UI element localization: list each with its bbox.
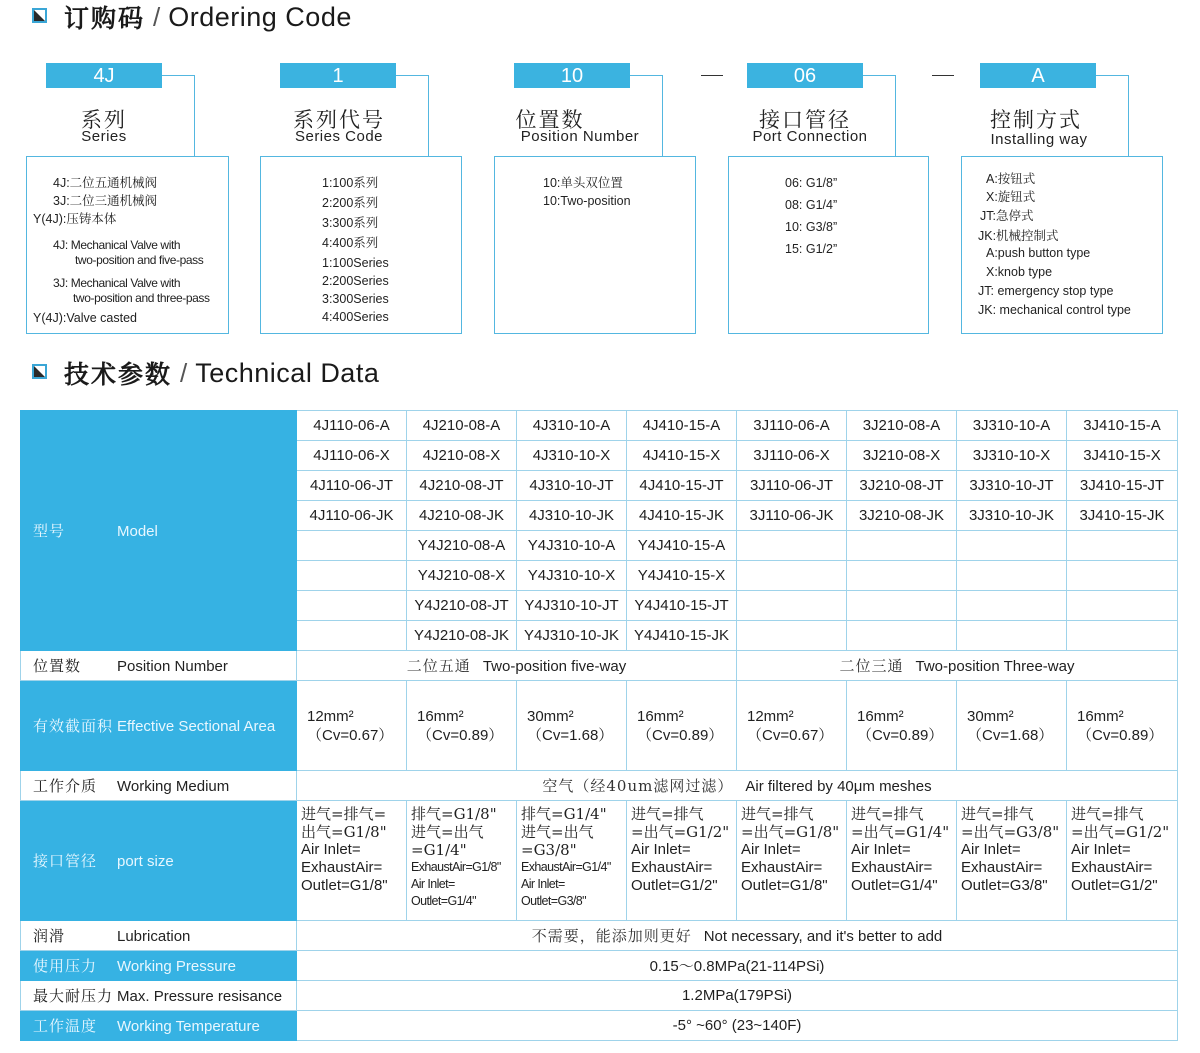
model-cell xyxy=(1067,591,1178,621)
model-cell: 3J410-15-A xyxy=(1067,411,1178,441)
model-cell xyxy=(737,531,847,561)
list-item: A:push button type xyxy=(986,246,1091,260)
model-cell: 3J110-06-JT xyxy=(737,471,847,501)
series-code-title-en: Series Code xyxy=(294,128,384,145)
model-cell: 3J110-06-JK xyxy=(737,501,847,531)
header-slash: / xyxy=(153,1,161,32)
model-cell: 4J210-08-JT xyxy=(407,471,517,501)
port-cell: 进气=排气 =出气=G3/8" Air Inlet= ExhaustAir= Outlet=G3/8" xyxy=(957,801,1067,921)
port-cell: 进气=排气= 出气=G1/8" Air Inlet= ExhaustAir= Outlet=G1/8" xyxy=(297,801,407,921)
model-cell: 4J210-08-A xyxy=(407,411,517,441)
table-row xyxy=(21,981,1178,1011)
model-cell xyxy=(847,561,957,591)
list-item: two-position and five-pass xyxy=(75,253,204,267)
separator-dash xyxy=(701,75,723,76)
model-cell: Y4J410-15-JT xyxy=(627,591,737,621)
port-cell: 进气=排气 =出气=G1/4" Air Inlet= ExhaustAir= Outlet=G1/4" xyxy=(847,801,957,921)
position-box xyxy=(494,156,696,334)
port-cell: 排气=G1/8" 进气=出气 =G1/4" ExhaustAir=G1/8" Air Inlet= Outlet=G1/4" xyxy=(407,801,517,921)
connector-line xyxy=(895,75,896,156)
model-cell: Y4J310-10-X xyxy=(517,561,627,591)
model-cell: 4J110-06-A xyxy=(297,411,407,441)
code-tag-series: 4J xyxy=(46,63,162,88)
connector-line xyxy=(630,75,663,76)
model-cell: 4J410-15-JK xyxy=(627,501,737,531)
model-cell xyxy=(737,591,847,621)
list-item: 3:300系列 xyxy=(322,216,379,230)
area-cell: 30mm² （Cv=1.68） xyxy=(957,681,1067,771)
position-five-way: 二位五通 Two-position five-way xyxy=(297,651,737,681)
list-item: 4:400Series xyxy=(322,310,389,324)
model-cell: 3J110-06-X xyxy=(737,441,847,471)
model-cell xyxy=(737,621,847,651)
series-code-box xyxy=(260,156,462,334)
series-title-cn: 系列 xyxy=(81,108,127,132)
area-cell: 30mm² （Cv=1.68） xyxy=(517,681,627,771)
model-cell: Y4J210-08-A xyxy=(407,531,517,561)
model-cell: Y4J310-10-A xyxy=(517,531,627,561)
model-cell: 4J210-08-JK xyxy=(407,501,517,531)
model-cell: 3J210-08-X xyxy=(847,441,957,471)
pressure-value: 0.15～0.8MPa(21-114PSi) xyxy=(297,951,1178,981)
position-title-en: Position Number xyxy=(520,128,640,145)
connector-line xyxy=(428,75,429,156)
list-item: 1:100系列 xyxy=(322,176,379,190)
list-item: 10:Two-position xyxy=(543,194,631,208)
model-cell: 3J310-10-X xyxy=(957,441,1067,471)
model-cell: 3J410-15-JT xyxy=(1067,471,1178,501)
model-cell: 4J310-10-JK xyxy=(517,501,627,531)
installing-box xyxy=(961,156,1163,334)
model-row xyxy=(21,411,1178,441)
model-cell: 4J110-06-JT xyxy=(297,471,407,501)
area-cell: 16mm² （Cv=0.89） xyxy=(407,681,517,771)
ordering-header-en: Ordering Code xyxy=(168,1,352,32)
model-cell xyxy=(847,621,957,651)
list-item: JT: emergency stop type xyxy=(978,284,1114,298)
header-slash: / xyxy=(180,357,188,388)
list-item: 3J: Mechanical Valve with xyxy=(53,276,181,290)
model-cell xyxy=(1067,621,1178,651)
list-item: 3:300Series xyxy=(322,292,389,306)
row-label-model: 型号 Model xyxy=(21,411,297,651)
model-cell xyxy=(957,591,1067,621)
model-cell xyxy=(847,591,957,621)
code-tag-position: 10 xyxy=(514,63,630,88)
model-cell: Y4J310-10-JT xyxy=(517,591,627,621)
code-tag-series-code: 1 xyxy=(280,63,396,88)
installing-title-cn: 控制方式 xyxy=(990,108,1082,132)
model-cell xyxy=(1067,561,1178,591)
model-cell xyxy=(297,561,407,591)
model-cell: 4J310-10-A xyxy=(517,411,627,441)
connector-line xyxy=(1128,75,1129,156)
row-label-position: 位置数 Position Number xyxy=(21,651,297,681)
technical-header-cn: 技术参数 xyxy=(64,360,173,389)
medium-value: 空气（经40um滤网过滤） Air filtered by 40μm meshes xyxy=(297,771,1178,801)
model-section xyxy=(21,411,1178,651)
list-item: 08: G1/4” xyxy=(785,198,838,212)
connector-line xyxy=(396,75,429,76)
list-item: two-position and three-pass xyxy=(73,291,210,305)
area-cell: 16mm² （Cv=0.89） xyxy=(627,681,737,771)
technical-header-en: Technical Data xyxy=(195,357,380,388)
model-cell: 4J410-15-A xyxy=(627,411,737,441)
model-cell xyxy=(297,531,407,561)
model-cell: 4J110-06-JK xyxy=(297,501,407,531)
model-cell: 4J210-08-X xyxy=(407,441,517,471)
model-cell: 4J410-15-JT xyxy=(627,471,737,501)
series-code-title-cn: 系列代号 xyxy=(293,108,385,132)
list-item: JK: mechanical control type xyxy=(978,303,1131,317)
max-pressure-value: 1.2MPa(179PSi) xyxy=(297,981,1178,1011)
model-cell xyxy=(297,591,407,621)
list-item: 10:单头双位置 xyxy=(543,176,623,190)
model-cell: 3J410-15-JK xyxy=(1067,501,1178,531)
table-row xyxy=(21,921,1178,951)
model-cell: 3J310-10-JT xyxy=(957,471,1067,501)
model-cell xyxy=(957,621,1067,651)
model-cell: 3J110-06-A xyxy=(737,411,847,441)
connector-line xyxy=(194,75,195,156)
code-tag-port: 06 xyxy=(747,63,863,88)
separator-dash xyxy=(932,75,954,76)
list-item: JT:急停式 xyxy=(980,209,1034,223)
ordering-code-header xyxy=(32,0,352,34)
list-item: X:旋钮式 xyxy=(986,190,1036,204)
list-item: 3J:二位三通机械阀 xyxy=(53,194,158,208)
table-row xyxy=(21,951,1178,981)
area-cell: 16mm² （Cv=0.89） xyxy=(1067,681,1178,771)
list-item: Y(4J):压铸本体 xyxy=(33,212,117,226)
model-cell: Y4J310-10-JK xyxy=(517,621,627,651)
model-cell xyxy=(957,561,1067,591)
model-cell: Y4J410-15-A xyxy=(627,531,737,561)
series-title-en: Series xyxy=(81,128,127,145)
row-label-temperature: 工作温度 Working Temperature xyxy=(21,1011,297,1041)
area-cell: 12mm² （Cv=0.67） xyxy=(297,681,407,771)
table-row xyxy=(21,801,1178,921)
lubrication-value: 不需要，能添加则更好 Not necessary, and it's better to add xyxy=(297,921,1178,951)
area-cell: 12mm² （Cv=0.67） xyxy=(737,681,847,771)
model-cell: 4J310-10-X xyxy=(517,441,627,471)
list-item: 06: G1/8” xyxy=(785,176,838,190)
connector-line xyxy=(662,75,663,156)
connector-line xyxy=(162,75,195,76)
model-cell: Y4J210-08-JK xyxy=(407,621,517,651)
port-cell: 进气=排气 =出气=G1/8" Air Inlet= ExhaustAir= Outlet=G1/8" xyxy=(737,801,847,921)
row-label-area: 有效截面积 Effective Sectional Area xyxy=(21,681,297,771)
model-cell: 3J310-10-JK xyxy=(957,501,1067,531)
list-item: 2:200Series xyxy=(322,274,389,288)
table-row xyxy=(21,651,1178,681)
table-row xyxy=(21,1011,1178,1041)
position-title-cn: 位置数 xyxy=(515,108,585,132)
model-cell: Y4J210-08-X xyxy=(407,561,517,591)
list-item: 2:200系列 xyxy=(322,196,379,210)
row-label-port: 接口管径 port size xyxy=(21,801,297,921)
model-cell: 3J410-15-X xyxy=(1067,441,1178,471)
port-box xyxy=(728,156,929,334)
port-cell: 排气=G1/4" 进气=出气 =G3/8" ExhaustAir=G1/4" Air Inlet= Outlet=G3/8" xyxy=(517,801,627,921)
list-item: 15: G1/2” xyxy=(785,242,838,256)
series-box xyxy=(26,156,229,334)
model-cell: 3J210-08-A xyxy=(847,411,957,441)
list-item: 10: G3/8” xyxy=(785,220,838,234)
model-cell: 3J210-08-JK xyxy=(847,501,957,531)
model-cell: 3J210-08-JT xyxy=(847,471,957,501)
list-item: JK:机械控制式 xyxy=(978,229,1059,243)
technical-data-table xyxy=(20,410,1178,1041)
port-cell: 进气=排气 =出气=G1/2" Air Inlet= ExhaustAir= Outlet=G1/2" xyxy=(1067,801,1178,921)
temperature-value: -5° ~60° (23~140F) xyxy=(297,1011,1178,1041)
list-item: 4:400系列 xyxy=(322,236,379,250)
model-cell: Y4J410-15-X xyxy=(627,561,737,591)
row-label-max-pressure: 最大耐压力 Max. Pressure resisance xyxy=(21,981,297,1011)
list-item: A:按钮式 xyxy=(986,172,1036,186)
section-marker-icon xyxy=(32,364,50,382)
model-cell: Y4J210-08-JT xyxy=(407,591,517,621)
list-item: Y(4J):Valve casted xyxy=(33,311,137,325)
model-cell: 4J310-10-JT xyxy=(517,471,627,501)
list-item: 1:100Series xyxy=(322,256,389,270)
row-label-lubrication: 润滑 Lubrication xyxy=(21,921,297,951)
row-label-pressure: 使用压力 Working Pressure xyxy=(21,951,297,981)
model-cell: 4J110-06-X xyxy=(297,441,407,471)
model-cell: Y4J410-15-JK xyxy=(627,621,737,651)
section-marker-icon xyxy=(32,8,50,26)
table-row xyxy=(21,771,1178,801)
ordering-header-cn: 订购码 xyxy=(64,4,146,33)
connector-line xyxy=(863,75,896,76)
installing-title-en: Installing way xyxy=(990,131,1088,148)
model-cell xyxy=(737,561,847,591)
port-cell: 进气=排气 =出气=G1/2" Air Inlet= ExhaustAir= Outlet=G1/2" xyxy=(627,801,737,921)
table-row xyxy=(21,681,1178,771)
technical-data-header xyxy=(32,356,379,390)
list-item: 4J:二位五通机械阀 xyxy=(53,176,158,190)
model-cell xyxy=(1067,531,1178,561)
position-three-way: 二位三通 Two-position Three-way xyxy=(737,651,1178,681)
port-title-cn: 接口管径 xyxy=(759,108,851,132)
code-tag-installing: A xyxy=(980,63,1096,88)
model-cell xyxy=(957,531,1067,561)
model-cell xyxy=(847,531,957,561)
port-title-en: Port Connection xyxy=(752,128,868,145)
row-label-medium: 工作介质 Working Medium xyxy=(21,771,297,801)
model-cell: 3J310-10-A xyxy=(957,411,1067,441)
list-item: 4J: Mechanical Valve with xyxy=(53,238,181,252)
list-item: X:knob type xyxy=(986,265,1053,279)
model-cell xyxy=(297,621,407,651)
area-cell: 16mm² （Cv=0.89） xyxy=(847,681,957,771)
model-cell: 4J410-15-X xyxy=(627,441,737,471)
connector-line xyxy=(1096,75,1129,76)
